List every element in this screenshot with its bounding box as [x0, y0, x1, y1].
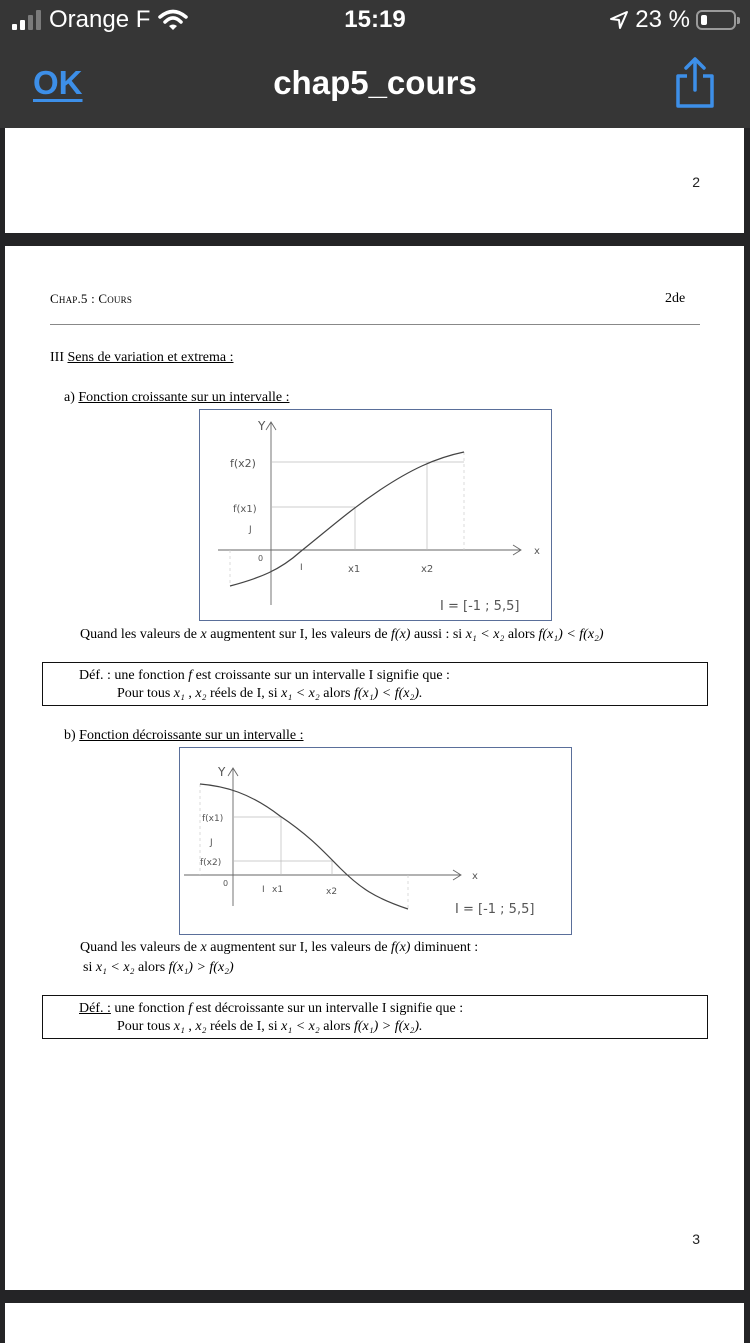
document-title: chap5_cours: [273, 64, 477, 101]
def-l2-a: Pour tous: [117, 686, 174, 701]
def-l1-a: une fonction: [110, 1001, 189, 1016]
para-t3: aussi : si: [410, 627, 466, 642]
def-l2-b: réels de I, si: [206, 1019, 282, 1034]
def-cond: x₁ < x₂: [281, 686, 320, 701]
para-l2-t1: si: [83, 960, 96, 975]
def-label: Déf. :: [79, 1001, 111, 1016]
chapter-header: [50, 291, 132, 307]
2: f(x2): [200, 858, 222, 868]
def-alors: alors: [319, 1019, 354, 1034]
2: x2: [326, 887, 338, 897]
battery-percent: 23 %: [635, 6, 690, 33]
para-x: x: [200, 940, 207, 955]
location-arrow-icon: [609, 10, 629, 30]
section-heading: [50, 350, 234, 366]
0: f(x1): [202, 814, 224, 824]
2: J: [249, 525, 252, 535]
nav-bar: [0, 40, 750, 128]
def-sep: ,: [184, 1019, 196, 1034]
def-l1-b: est décroissante sur un intervalle I signifie que :: [192, 1001, 464, 1016]
prefix: a): [64, 390, 75, 405]
para-fx: f(x): [391, 940, 411, 955]
pdf-page-2: [5, 128, 744, 233]
y-label: Y: [218, 765, 226, 779]
1: f(x1): [233, 504, 257, 515]
section-number: III: [50, 350, 64, 365]
interval-note: I = [-1 ; 5,5]: [455, 902, 535, 917]
para-cond: x₁ < x₂: [95, 960, 135, 975]
definition-increasing: [42, 662, 708, 706]
0: I: [300, 563, 303, 573]
1: x1: [348, 564, 361, 575]
status-bar: [0, 0, 750, 40]
def-sep: ,: [184, 686, 196, 701]
def-x2: x₂: [195, 1019, 207, 1034]
def-l2-b: réels de I, si: [206, 686, 282, 701]
para-cond: x₁ < x₂: [465, 627, 505, 642]
header-left-prefix: Chap: [50, 291, 78, 306]
graph-label: Y: [258, 419, 266, 433]
def-l1-b: est croissante sur un intervalle I signifie que :: [192, 668, 450, 683]
interval-note: I = [-1 ; 5,5]: [440, 599, 520, 614]
para-x: x: [200, 627, 207, 642]
def-f: f: [188, 668, 193, 683]
def-alors: alors: [319, 686, 354, 701]
para-fx: f(x): [391, 627, 411, 642]
title: Fonction croissante sur un intervalle :: [78, 390, 290, 405]
para-res: f(x₁) > f(x₂): [168, 960, 234, 975]
def-x1: x₁: [173, 686, 185, 701]
section-title: Sens de variation et extrema :: [67, 350, 234, 365]
para-t1: Quand les valeurs de: [80, 627, 201, 642]
clock: 15:19: [344, 6, 406, 33]
done-button[interactable]: OK: [33, 64, 83, 101]
header-divider: [50, 324, 700, 325]
header-left-mid: .5 :: [77, 291, 99, 306]
x-label: x: [472, 871, 478, 882]
def-label: Déf.: [79, 668, 104, 683]
2: x2: [421, 564, 434, 575]
para-res: f(x₁) < f(x₂): [538, 627, 604, 642]
para-t2: augmentent sur I, les valeurs de: [206, 627, 392, 642]
subsection-a-heading: [64, 390, 290, 406]
def-l2-a: Pour tous: [117, 1019, 174, 1034]
0: f(x2): [230, 457, 256, 470]
para-t4: alors: [504, 627, 539, 642]
def-x2: x₂: [195, 686, 207, 701]
header-left-suffix: Cours: [98, 291, 133, 306]
para-l2-t2: alors: [134, 960, 169, 975]
def-x1: x₁: [173, 1019, 185, 1034]
pdf-page-4: [5, 1303, 744, 1343]
para-l1-t3: diminuent :: [410, 940, 479, 955]
origin-label: 0: [258, 554, 264, 563]
definition-decreasing: [42, 995, 708, 1039]
1: J: [210, 838, 213, 848]
page-number: 3: [692, 1231, 700, 1247]
x-label: x: [534, 546, 540, 557]
para-l1-t1: Quand les valeurs de: [80, 940, 201, 955]
origin-label: 0: [223, 879, 229, 888]
decreasing-curve: [200, 784, 408, 909]
increasing-explanation: [80, 627, 604, 643]
def-cond: x₁ < x₂: [281, 1019, 320, 1034]
decreasing-explanation-line1: [80, 940, 478, 956]
def-l1-a: : une fonction: [103, 668, 189, 683]
page-number: 2: [692, 174, 700, 190]
grade-level: 2de: [665, 291, 686, 306]
0: I: [262, 885, 265, 895]
increasing-function-graph: [199, 409, 552, 621]
decreasing-explanation-line2: [83, 960, 234, 976]
def-res: f(x₁) < f(x₂).: [353, 686, 423, 701]
carrier-name: Orange F: [49, 6, 151, 33]
decreasing-function-graph: [179, 747, 572, 935]
def-res: f(x₁) > f(x₂).: [353, 1019, 423, 1034]
battery-icon: [696, 10, 736, 30]
share-icon[interactable]: [672, 56, 718, 110]
subsection-b-heading: [64, 728, 304, 744]
para-l1-t2: augmentent sur I, les valeurs de: [206, 940, 392, 955]
title: Fonction décroissante sur un intervalle :: [79, 728, 304, 743]
prefix: b): [64, 728, 76, 743]
def-f: f: [188, 1001, 193, 1016]
1: x1: [272, 885, 284, 895]
